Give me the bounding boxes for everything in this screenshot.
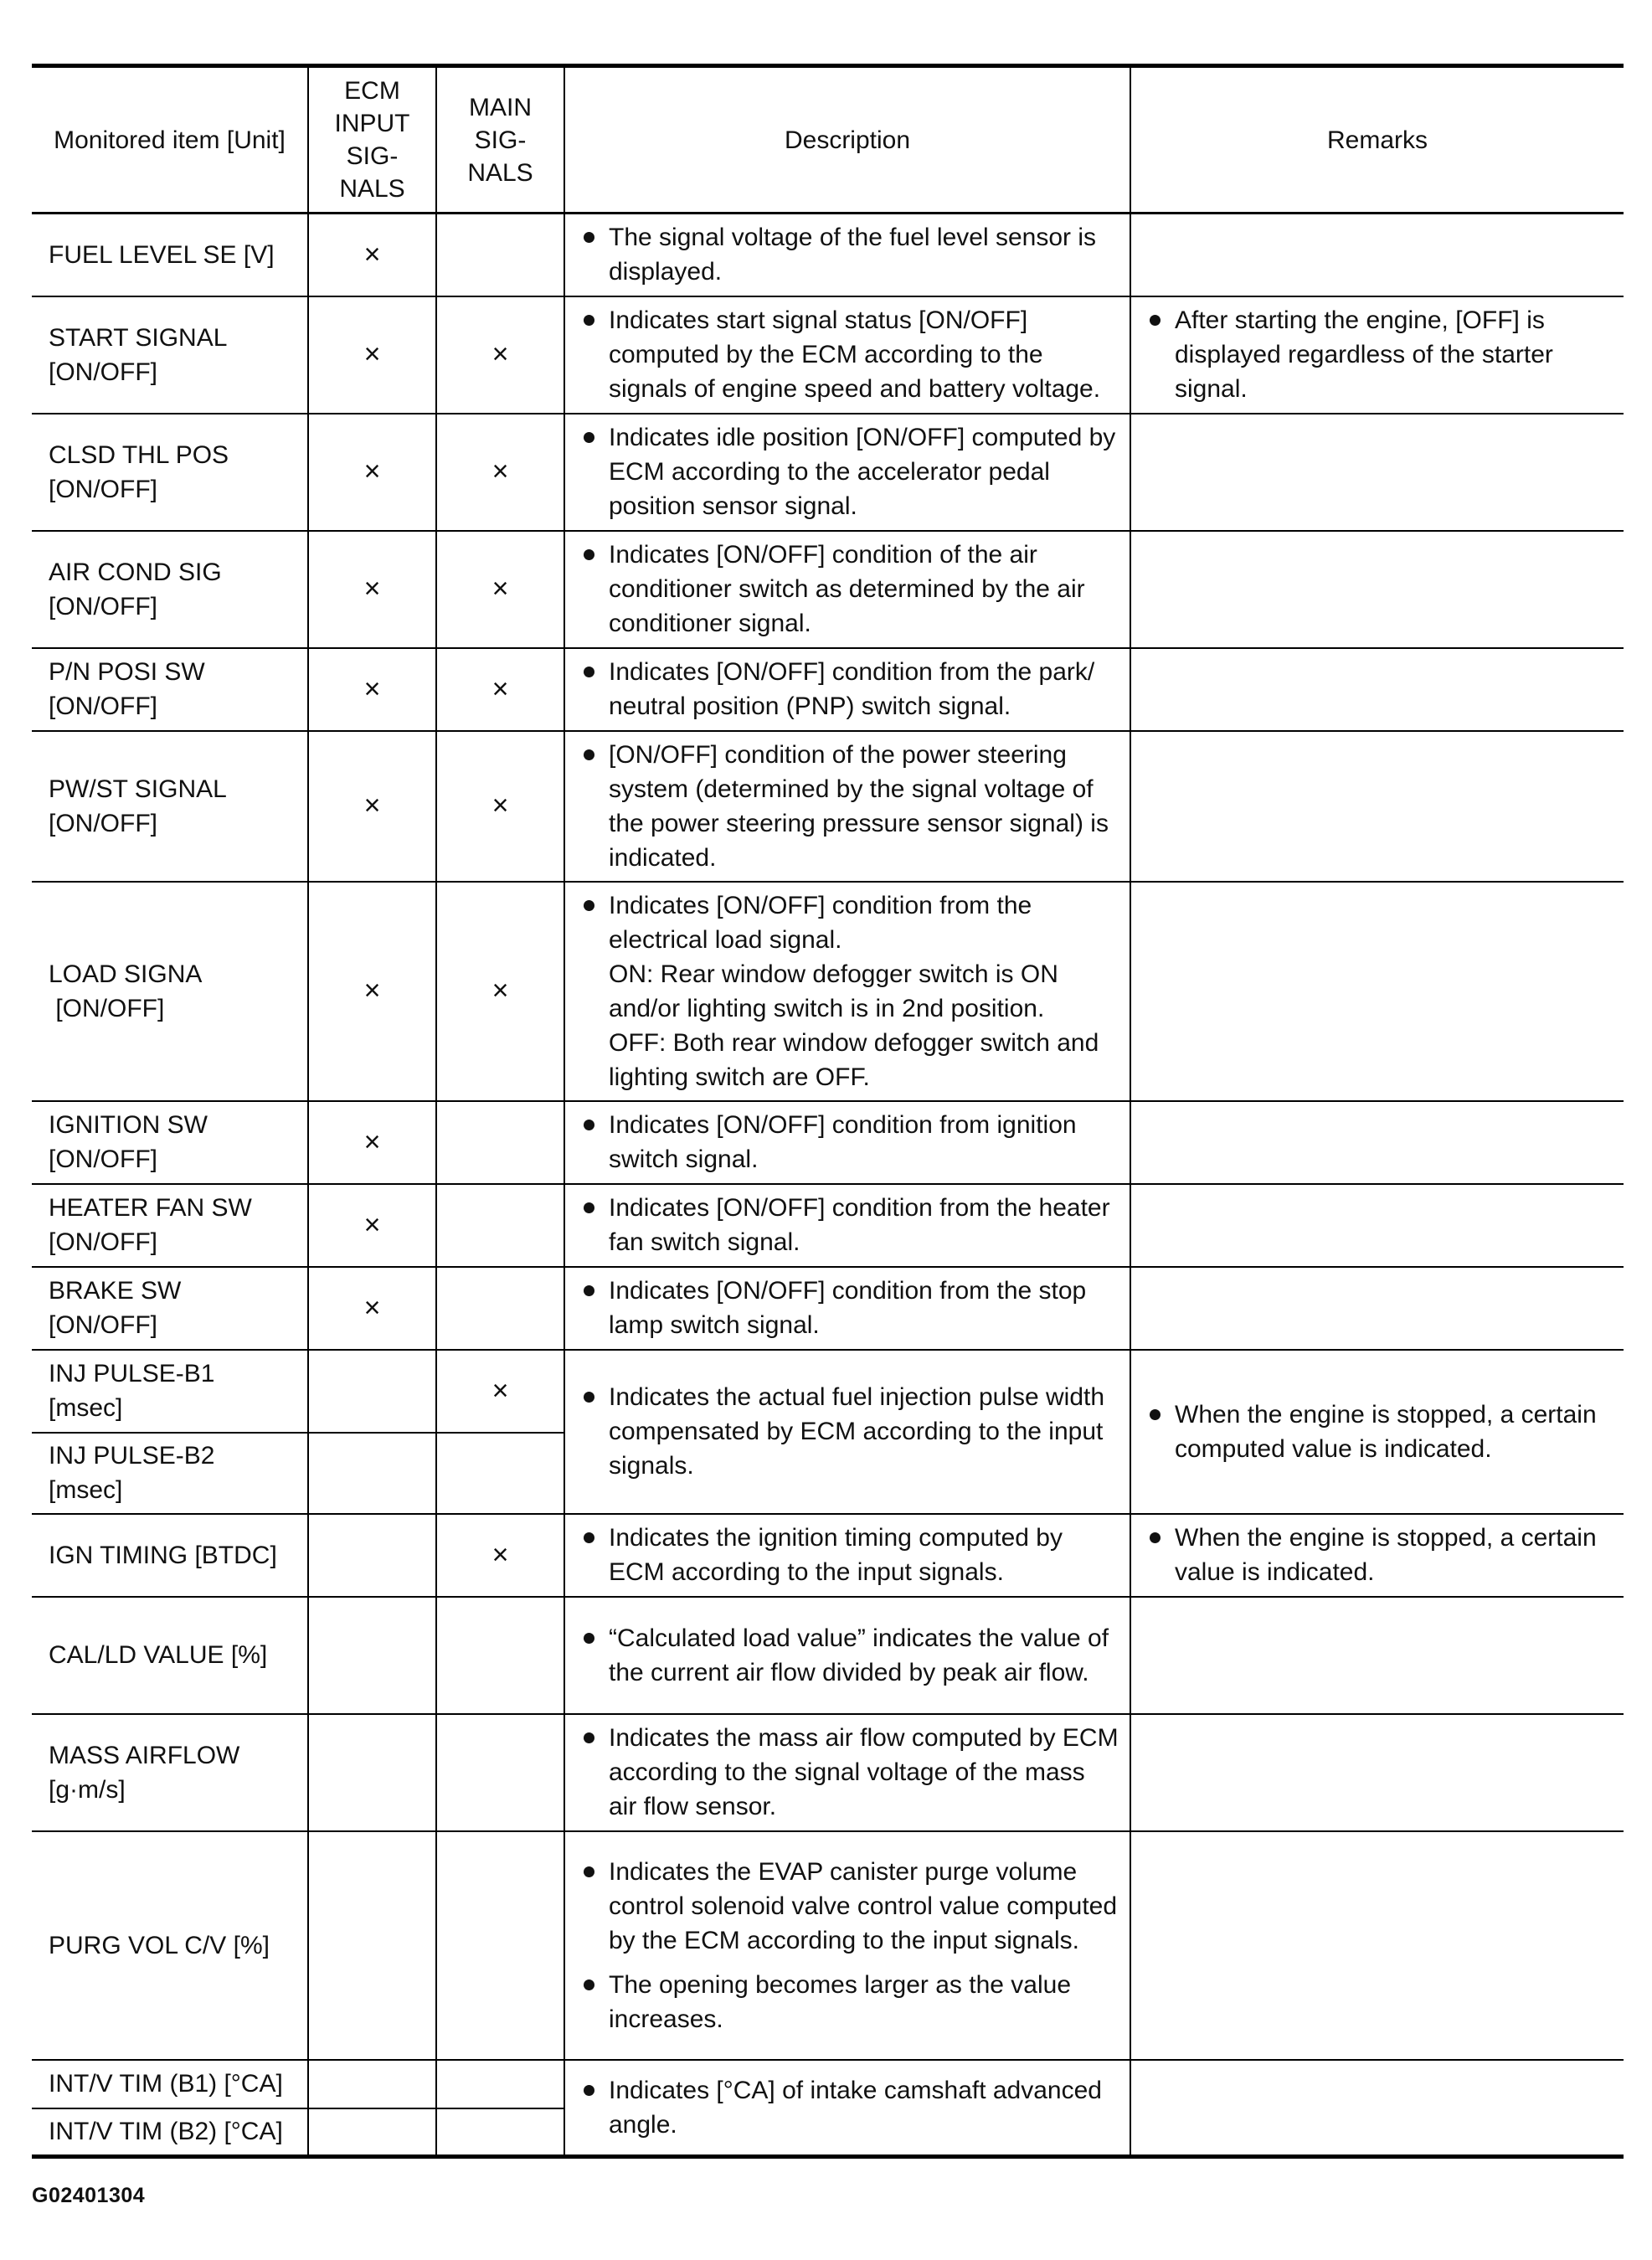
monitored-item-text: [ON/OFF] [49,1311,157,1339]
bullet-item: Indicates the mass air flow computed by ECM according to the signal voltage of the mass air flow sensor. [580,1721,1119,1824]
table-row [32,1184,1624,1267]
table-row [32,648,1624,731]
monitored-item-text: FUEL LEVEL SE [V] [49,240,275,269]
monitored-item-text: [msec] [49,1394,123,1422]
ecm-input-mark: × [308,214,436,296]
bullet-item: When the engine is stopped, a certain value is indicated. [1146,1521,1613,1589]
monitored-item-text: INJ PULSE-B1 [49,1360,215,1387]
monitored-item-text: CLSD THL POS [49,440,229,469]
ecm-input-mark: × [308,1184,436,1267]
description-list [580,655,1119,723]
monitored-item-text: AIR COND SIG [49,558,222,586]
bullet-item: The signal voltage of the fuel level sensor is displayed. [580,220,1119,289]
table-row [32,1597,1624,1714]
remarks-cell [1130,1597,1624,1714]
monitored-item-text: INT/V TIM (B1) [°CA] [49,2070,283,2098]
monitored-item-cell [32,648,308,731]
monitored-item-cell [32,531,308,648]
description-list [580,538,1119,641]
bullet-item: Indicates the actual fuel injection pulse width compensated by ECM according to the input signals. [580,1380,1119,1483]
remarks-cell [1130,731,1624,882]
description-list [580,888,1119,1094]
remarks-cell [1130,648,1624,731]
description-cell [564,1597,1130,1714]
main-signal-mark [436,1831,564,2060]
description-cell [564,1831,1130,2060]
bullet-item: Indicates the EVAP canister purge volume control solenoid valve control value computed by the ECM according to the input signals. [580,1855,1119,1958]
main-signal-mark [436,1101,564,1184]
monitored-item-text: LOAD SIGNA [49,960,203,988]
monitored-item-cell [32,1184,308,1267]
bullet-item: After starting the engine, [OFF] is displayed regardless of the starter signal. [1146,303,1613,406]
monitored-item-text: BRAKE SW [49,1277,182,1305]
header-remarks: Remarks [1130,66,1624,214]
main-signal-mark: × [436,731,564,882]
bullet-item: Indicates [ON/OFF] condition from the heater fan switch signal. [580,1191,1119,1259]
table-row [32,1714,1624,1831]
monitored-item-text: MASS AIRFLOW [49,1741,240,1769]
main-signal-mark [436,2108,564,2157]
remarks-cell [1130,214,1624,296]
monitored-item-cell [32,1350,308,1433]
ecm-input-mark [308,2060,436,2108]
table-row [32,882,1624,1101]
description-list [580,1521,1119,1589]
description-cell [564,882,1130,1101]
monitored-item-text: [ON/OFF] [49,1145,157,1173]
ecm-input-mark: × [308,531,436,648]
monitored-item-cell [32,296,308,414]
remarks-cell [1130,531,1624,648]
monitored-item-cell [32,1831,308,2060]
ecm-input-mark: × [308,296,436,414]
bullet-item: “Calculated load value” indicates the value of the current air flow divided by peak air flow. [580,1621,1119,1690]
monitored-item-text: PW/ST SIGNAL [49,775,227,803]
bullet-item [580,888,1119,1094]
description-list [580,1621,1119,1690]
description-list [580,1108,1119,1176]
ecm-input-mark [308,1433,436,1514]
remarks-list [1146,1398,1613,1466]
table-row [32,2060,1624,2108]
ecm-input-mark [308,1350,436,1433]
main-signal-mark: × [436,648,564,731]
header-main-line: SIG- [474,126,527,154]
description-cell [564,1101,1130,1184]
header-ecm-line: NALS [339,175,405,203]
description-line: ON: Rear window defogger switch is ON and/or lighting switch is in 2nd position. [609,960,1058,1022]
remarks-cell [1130,2060,1624,2157]
monitored-item-text: HEATER FAN SW [49,1194,252,1222]
ecm-input-mark: × [308,731,436,882]
monitored-item-cell [32,214,308,296]
table-header-row [32,66,1624,214]
header-description: Description [564,66,1130,214]
header-ecm-input-signals [308,66,436,214]
header-ecm-line: ECM [344,77,400,105]
ecm-input-mark: × [308,1101,436,1184]
table-row [32,214,1624,296]
description-cell [564,531,1130,648]
monitored-item-text: INT/V TIM (B2) [°CA] [49,2118,283,2146]
main-signal-mark: × [436,882,564,1101]
main-signal-mark: × [436,414,564,531]
bullet-item: Indicates [ON/OFF] condition from the stop lamp switch signal. [580,1274,1119,1342]
monitored-item-cell [32,1433,308,1514]
description-cell [564,1514,1130,1597]
monitored-item-text: [ON/OFF] [49,475,157,503]
figure-code: G02401304 [32,2184,146,2207]
ecm-input-mark [308,1597,436,1714]
description-cell [564,1714,1130,1831]
main-signal-mark [436,1267,564,1350]
description-line: Indicates [ON/OFF] condition from the electrical load signal. [609,891,1032,954]
bullet-item: Indicates start signal status [ON/OFF] computed by the ECM according to the signals of engine speed and battery voltage. [580,303,1119,406]
main-signal-mark: × [436,1350,564,1433]
description-cell [564,296,1130,414]
table-row [32,1350,1624,1433]
header-main-line: NALS [467,158,533,187]
bullet-item: Indicates idle position [ON/OFF] computed by ECM according to the accelerator pedal position sensor signal. [580,420,1119,523]
monitored-item-cell [32,1267,308,1350]
bullet-item: Indicates [°CA] of intake camshaft advanced angle. [580,2073,1119,2142]
description-cell [564,648,1130,731]
monitored-item-cell [32,1714,308,1831]
description-cell [564,731,1130,882]
monitored-item-text: [ON/OFF] [49,1228,157,1256]
remarks-cell [1130,1267,1624,1350]
main-signal-mark [436,1714,564,1831]
description-line: OFF: Both rear window defogger switch and lighting switch are OFF. [609,1028,1099,1091]
monitored-item-text: [ON/OFF] [49,809,157,837]
main-signal-mark: × [436,531,564,648]
monitored-item-cell [32,1514,308,1597]
description-cell [564,1267,1130,1350]
main-signal-mark: × [436,296,564,414]
description-list [580,1721,1119,1824]
header-main-signals [436,66,564,214]
table-row [32,414,1624,531]
remarks-cell [1130,1831,1624,2060]
monitored-item-text: [g·m/s] [49,1775,126,1804]
monitored-item-text: START SIGNAL [49,323,228,352]
monitored-item-text: [ON/OFF] [49,592,157,620]
ecm-input-mark [308,1514,436,1597]
bullet-item: Indicates [ON/OFF] condition from ignition switch signal. [580,1108,1119,1176]
description-cell [564,1184,1130,1267]
table-row [32,1514,1624,1597]
ecm-input-mark [308,2108,436,2157]
remarks-cell [1130,882,1624,1101]
monitored-item-cell [32,1597,308,1714]
monitored-item-cell [32,1101,308,1184]
description-cell [564,1350,1130,1514]
description-list [580,303,1119,406]
description-cell [564,214,1130,296]
monitored-item-text: P/N POSI SW [49,658,205,686]
description-list [580,1191,1119,1259]
remarks-list [1146,303,1613,406]
description-list [580,420,1119,523]
main-signal-mark [436,1597,564,1714]
description-list [580,1855,1119,2036]
header-monitored-item: Monitored item [Unit] [32,66,308,214]
bullet-item: [ON/OFF] condition of the power steering system (determined by the signal voltage of the power steering pressure sensor signal) is indicated. [580,738,1119,875]
monitored-item-text: [msec] [49,1476,123,1504]
main-signal-mark [436,1184,564,1267]
remarks-list [1146,1521,1613,1589]
table-row [32,731,1624,882]
description-list [580,1380,1119,1483]
table-row [32,1831,1624,2060]
bullet-item: Indicates [ON/OFF] condition from the park/ neutral position (PNP) switch signal. [580,655,1119,723]
header-main-line: MAIN [469,93,532,121]
main-signal-mark [436,1433,564,1514]
monitored-item-text: IGNITION SW [49,1111,208,1139]
description-list [580,2073,1119,2142]
remarks-cell [1130,1714,1624,1831]
description-cell [564,2060,1130,2157]
bullet-item: When the engine is stopped, a certain computed value is indicated. [1146,1398,1613,1466]
main-signal-mark [436,2060,564,2108]
monitored-item-cell [32,882,308,1101]
monitored-item-cell [32,731,308,882]
table-body [32,214,1624,2157]
monitored-item-text: PURG VOL C/V [%] [49,1931,270,1959]
header-ecm-line: SIG- [346,142,399,170]
monitored-item-text: [ON/OFF] [49,358,157,386]
bullet-item: Indicates [ON/OFF] condition of the air conditioner switch as determined by the air conditioner signal. [580,538,1119,641]
monitored-item-cell [32,414,308,531]
ecm-input-mark [308,1714,436,1831]
description-list [580,220,1119,289]
remarks-cell [1130,1514,1624,1597]
main-signal-mark [436,214,564,296]
bullet-item: The opening becomes larger as the value increases. [580,1968,1119,2036]
table-row [32,1267,1624,1350]
monitored-item-text: INJ PULSE-B2 [49,1442,215,1470]
header-ecm-line: INPUT [334,110,410,137]
remarks-cell [1130,1184,1624,1267]
remarks-cell [1130,1101,1624,1184]
monitored-item-cell [32,2108,308,2157]
monitored-item-text: IGN TIMING [BTDC] [49,1541,277,1569]
ecm-input-mark: × [308,414,436,531]
bullet-item: Indicates the ignition timing computed by ECM according to the input signals. [580,1521,1119,1589]
monitored-item-cell [32,2060,308,2108]
remarks-cell [1130,414,1624,531]
ecm-input-mark [308,1831,436,2060]
description-list [580,738,1119,875]
table-row [32,296,1624,414]
ecm-input-mark: × [308,882,436,1101]
ecm-input-mark: × [308,648,436,731]
remarks-cell [1130,1350,1624,1514]
monitored-item-text: [ON/OFF] [49,692,157,720]
monitored-item-text: [ON/OFF] [49,994,165,1022]
description-list [580,1274,1119,1342]
table-row [32,1101,1624,1184]
table-row [32,531,1624,648]
ecm-input-mark: × [308,1267,436,1350]
remarks-cell [1130,296,1624,414]
monitor-items-table [32,64,1624,2159]
main-signal-mark: × [436,1514,564,1597]
monitored-item-text: CAL/LD VALUE [%] [49,1641,268,1669]
description-cell [564,414,1130,531]
